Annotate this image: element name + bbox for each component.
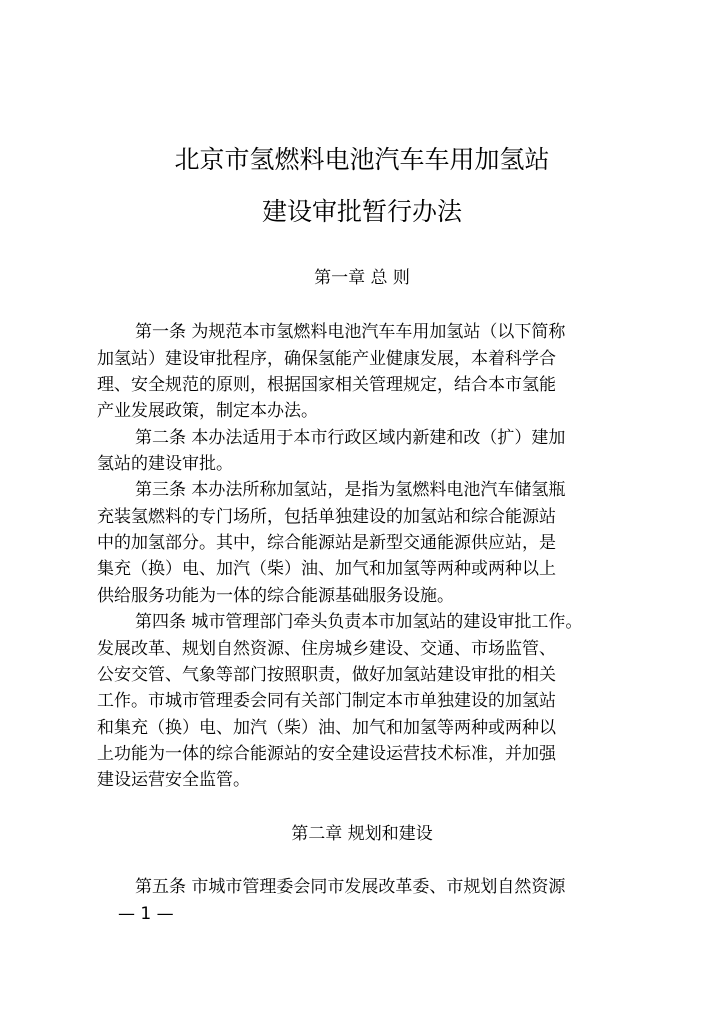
- article-4-line: 和集充（换）电、加汽（柴）油、加气和加氢等两种或两种以: [97, 718, 556, 738]
- chapter-2-heading: 第二章 规划和建设: [291, 824, 433, 844]
- chapter-1-heading: 第一章 总 则: [314, 268, 410, 288]
- article-4-line: 上功能为一体的综合能源站的安全建设运营技术标准，并加强: [97, 744, 556, 764]
- article-2-line: 第二条 本办法适用于本市行政区域内新建和改（扩）建加: [135, 428, 566, 448]
- article-3-line: 中的加氢部分。其中，综合能源站是新型交通能源供应站，是: [97, 533, 556, 553]
- article-4-line: 公安交管、气象等部门按照职责，做好加氢站建设审批的相关: [97, 665, 556, 685]
- article-3-line: 供给服务功能为一体的综合能源基础服务设施。: [97, 586, 454, 606]
- article-4-line: 发展改革、规划自然资源、住房城乡建设、交通、市场监管、: [97, 639, 556, 659]
- article-1-line: 理、安全规范的原则，根据国家相关管理规定，结合本市氢能: [97, 375, 556, 395]
- document-title-line-1: 北京市氢燃料电池汽车车用加氢站: [174, 145, 550, 174]
- article-2-line: 氢站的建设审批。: [97, 454, 233, 474]
- article-1-line: 产业发展政策，制定本办法。: [97, 401, 318, 421]
- article-1-line: 加氢站）建设审批程序，确保氢能产业健康发展，本着科学合: [97, 349, 556, 369]
- document-title-line-2: 建设审批暂行办法: [261, 197, 462, 226]
- article-3-line: 第三条 本办法所称加氢站，是指为氢燃料电池汽车储氢瓶: [135, 480, 566, 500]
- article-5-line: 第五条 市城市管理委会同市发展改革委、市规划自然资源: [135, 877, 566, 897]
- article-4-line: 工作。市城市管理委会同有关部门制定本市单独建设的加氢站: [97, 691, 556, 711]
- article-3-line: 集充（换）电、加汽（柴）油、加气和加氢等两种或两种以上: [97, 559, 556, 579]
- article-4-line: 建设运营安全监管。: [97, 770, 250, 790]
- article-1-line: 第一条 为规范本市氢燃料电池汽车车用加氢站（以下简称: [135, 322, 566, 342]
- article-3-line: 充装氢燃料的专门场所，包括单独建设的加氢站和综合能源站: [97, 507, 556, 527]
- page-number: — 1 —: [118, 904, 174, 924]
- article-4-line: 第四条 城市管理部门牵头负责本市加氢站的建设审批工作。: [135, 612, 583, 632]
